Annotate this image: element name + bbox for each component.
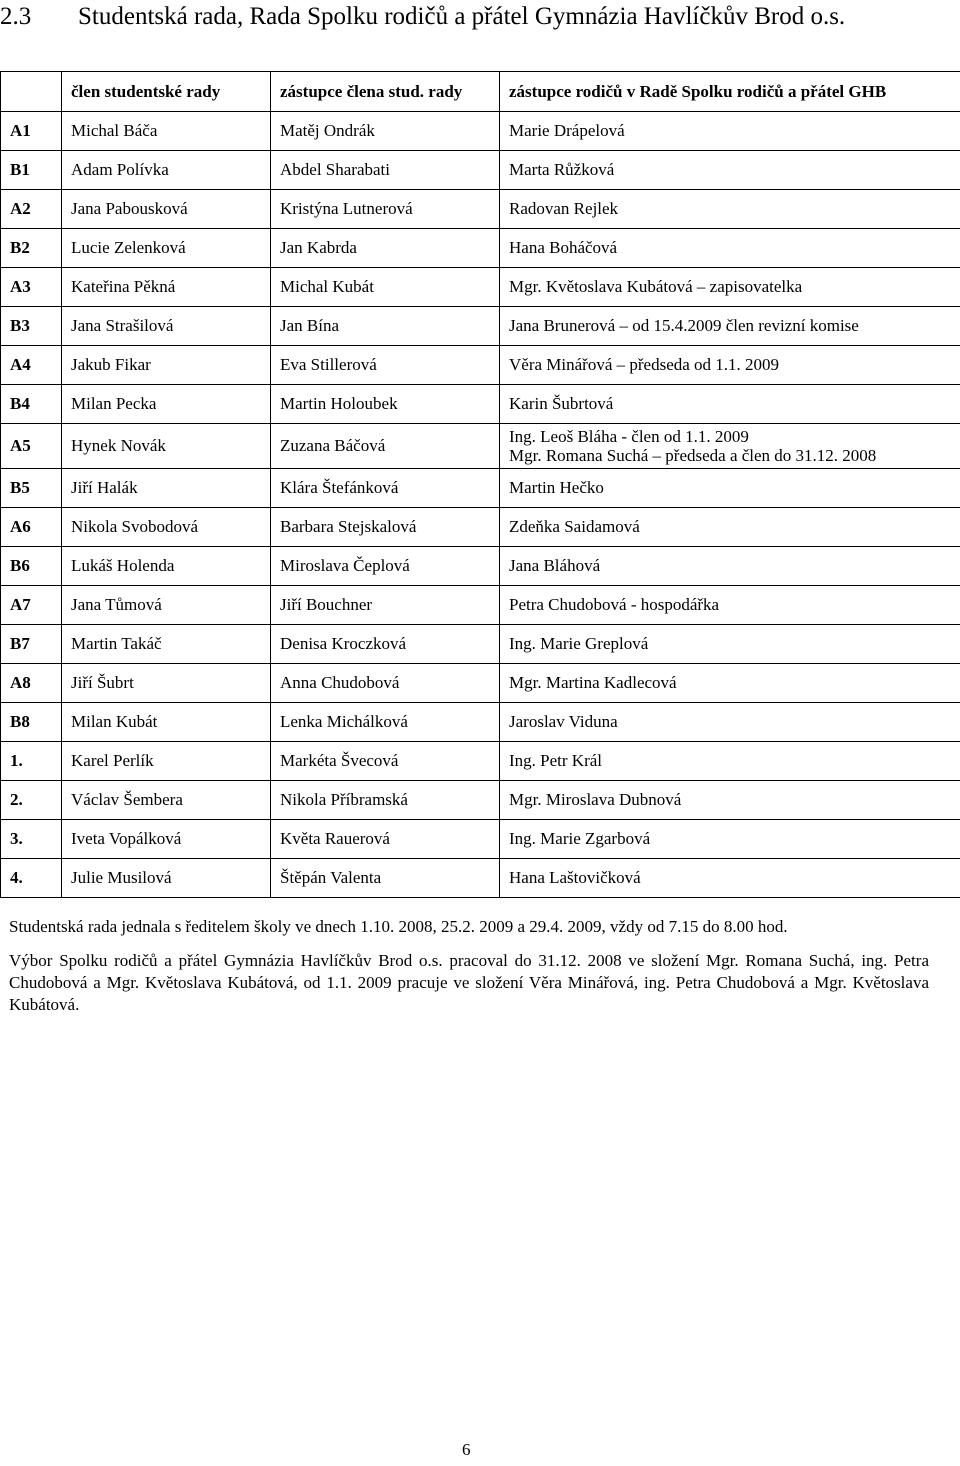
table-row — [1, 742, 960, 781]
parent-representative: Karin Šubrtová — [500, 385, 960, 424]
student-member: Jana Pabousková — [62, 190, 271, 229]
parent-representative: Ing. Marie Zgarbová — [500, 820, 960, 859]
parent-representative: Věra Minářová – předseda od 1.1. 2009 — [500, 346, 960, 385]
parent-representative: Ing. Petr Král — [500, 742, 960, 781]
section-number: 2.3 — [0, 3, 32, 30]
parent-representative: Petra Chudobová - hospodářka — [500, 586, 960, 625]
note-paragraph: Studentská rada jednala s ředitelem školy ve dnech 1.10. 2008, 25.2. 2009 a 29.4. 2009, vždy od 7.15 do 8.00 hod. — [9, 917, 788, 936]
class-code: B5 — [1, 469, 62, 508]
class-code: A4 — [1, 346, 62, 385]
student-deputy: Eva Stillerová — [271, 346, 500, 385]
parent-representative: Ing. Marie Greplová — [500, 625, 960, 664]
student-member: Iveta Vopálková — [62, 820, 271, 859]
student-deputy: Květa Rauerová — [271, 820, 500, 859]
class-code: A1 — [1, 112, 62, 151]
table-row — [1, 508, 960, 547]
student-member: Adam Polívka — [62, 151, 271, 190]
page-number: 6 — [462, 1440, 471, 1459]
parent-representative-line: Ing. Leoš Bláha - člen od 1.1. 2009 — [509, 427, 749, 446]
student-member: Martin Takáč — [62, 625, 271, 664]
parent-representative — [500, 424, 960, 469]
class-code: B7 — [1, 625, 62, 664]
table-row — [1, 547, 960, 586]
student-deputy: Anna Chudobová — [271, 664, 500, 703]
class-code: A6 — [1, 508, 62, 547]
table-row — [1, 586, 960, 625]
parent-representative: Jana Brunerová – od 15.4.2009 člen revizní komise — [500, 307, 960, 346]
section-title: Studentská rada, Rada Spolku rodičů a přátel Gymnázia Havlíčkův Brod o.s. — [78, 3, 846, 30]
parent-representative: Mgr. Květoslava Kubátová – zapisovatelka — [500, 268, 960, 307]
student-deputy: Jan Kabrda — [271, 229, 500, 268]
student-deputy: Barbara Stejskalová — [271, 508, 500, 547]
parent-representative: Hana Boháčová — [500, 229, 960, 268]
student-deputy: Zuzana Báčová — [271, 424, 500, 469]
student-member: Lucie Zelenková — [62, 229, 271, 268]
student-member: Lukáš Holenda — [62, 547, 271, 586]
parent-representative: Mgr. Miroslava Dubnová — [500, 781, 960, 820]
table-header-row — [1, 72, 960, 112]
class-code: 4. — [1, 859, 62, 898]
student-deputy: Lenka Michálková — [271, 703, 500, 742]
student-deputy: Markéta Švecová — [271, 742, 500, 781]
class-code: A5 — [1, 424, 62, 469]
parent-representative: Zdeňka Saidamová — [500, 508, 960, 547]
student-member: Václav Šembera — [62, 781, 271, 820]
header-parent: zástupce rodičů v Radě Spolku rodičů a přátel GHB — [500, 72, 960, 112]
table-row — [1, 859, 960, 898]
class-code: B3 — [1, 307, 62, 346]
table-row — [1, 469, 960, 508]
table-row — [1, 307, 960, 346]
notes — [9, 916, 929, 1028]
class-code: 2. — [1, 781, 62, 820]
table-row — [1, 151, 960, 190]
header-deputy: zástupce člena stud. rady — [271, 72, 500, 112]
class-code: A7 — [1, 586, 62, 625]
student-member: Jiří Halák — [62, 469, 271, 508]
parent-representative: Hana Laštovičková — [500, 859, 960, 898]
parent-representative-line: Mgr. Romana Suchá – předseda a člen do 31.12. 2008 — [509, 446, 877, 465]
student-member: Jana Strašilová — [62, 307, 271, 346]
student-deputy: Štěpán Valenta — [271, 859, 500, 898]
table-row — [1, 664, 960, 703]
parent-representative: Jana Bláhová — [500, 547, 960, 586]
note-paragraph: Výbor Spolku rodičů a přátel Gymnázia Havlíčkův Brod o.s. pracoval do 31.12. 2008 ve složení Mgr. Romana Suchá, ing. Petra Chudobová a Mgr. Květoslava Kubátová, od 1.1. 2009 pracuje ve složení Věra Minářová, ing. Petra Chudobová a Mgr. Květoslava Kubátová. — [9, 951, 929, 1014]
header-member: člen studentské rady — [62, 72, 271, 112]
council-table — [0, 71, 960, 898]
student-member: Jiří Šubrt — [62, 664, 271, 703]
class-code: B8 — [1, 703, 62, 742]
student-deputy: Denisa Kroczková — [271, 625, 500, 664]
student-deputy: Matěj Ondrák — [271, 112, 500, 151]
student-deputy: Kristýna Lutnerová — [271, 190, 500, 229]
student-deputy: Michal Kubát — [271, 268, 500, 307]
student-deputy: Jan Bína — [271, 307, 500, 346]
header-code — [1, 72, 62, 112]
parent-representative: Marie Drápelová — [500, 112, 960, 151]
student-deputy: Klára Štefánková — [271, 469, 500, 508]
student-member: Jakub Fikar — [62, 346, 271, 385]
table-row — [1, 190, 960, 229]
parent-representative: Radovan Rejlek — [500, 190, 960, 229]
student-member: Kateřina Pěkná — [62, 268, 271, 307]
class-code: B1 — [1, 151, 62, 190]
student-member: Jana Tůmová — [62, 586, 271, 625]
student-member: Karel Perlík — [62, 742, 271, 781]
class-code: A2 — [1, 190, 62, 229]
table-row — [1, 625, 960, 664]
table-row — [1, 112, 960, 151]
parent-representative: Jaroslav Viduna — [500, 703, 960, 742]
table-row — [1, 229, 960, 268]
class-code: B4 — [1, 385, 62, 424]
student-member: Milan Pecka — [62, 385, 271, 424]
class-code: A3 — [1, 268, 62, 307]
student-member: Hynek Novák — [62, 424, 271, 469]
student-deputy: Martin Holoubek — [271, 385, 500, 424]
parent-representative: Mgr. Martina Kadlecová — [500, 664, 960, 703]
table-row — [1, 346, 960, 385]
table-row — [1, 703, 960, 742]
student-member: Julie Musilová — [62, 859, 271, 898]
student-member: Milan Kubát — [62, 703, 271, 742]
table-row — [1, 424, 960, 469]
table-row — [1, 820, 960, 859]
class-code: 1. — [1, 742, 62, 781]
class-code: B6 — [1, 547, 62, 586]
table-row — [1, 268, 960, 307]
student-member: Nikola Svobodová — [62, 508, 271, 547]
table-row — [1, 385, 960, 424]
student-deputy: Abdel Sharabati — [271, 151, 500, 190]
student-deputy: Miroslava Čeplová — [271, 547, 500, 586]
section-heading — [0, 2, 960, 32]
parent-representative: Martin Hečko — [500, 469, 960, 508]
class-code: B2 — [1, 229, 62, 268]
student-deputy: Jiří Bouchner — [271, 586, 500, 625]
table-row — [1, 781, 960, 820]
parent-representative: Marta Růžková — [500, 151, 960, 190]
class-code: 3. — [1, 820, 62, 859]
student-deputy: Nikola Příbramská — [271, 781, 500, 820]
student-member: Michal Báča — [62, 112, 271, 151]
class-code: A8 — [1, 664, 62, 703]
